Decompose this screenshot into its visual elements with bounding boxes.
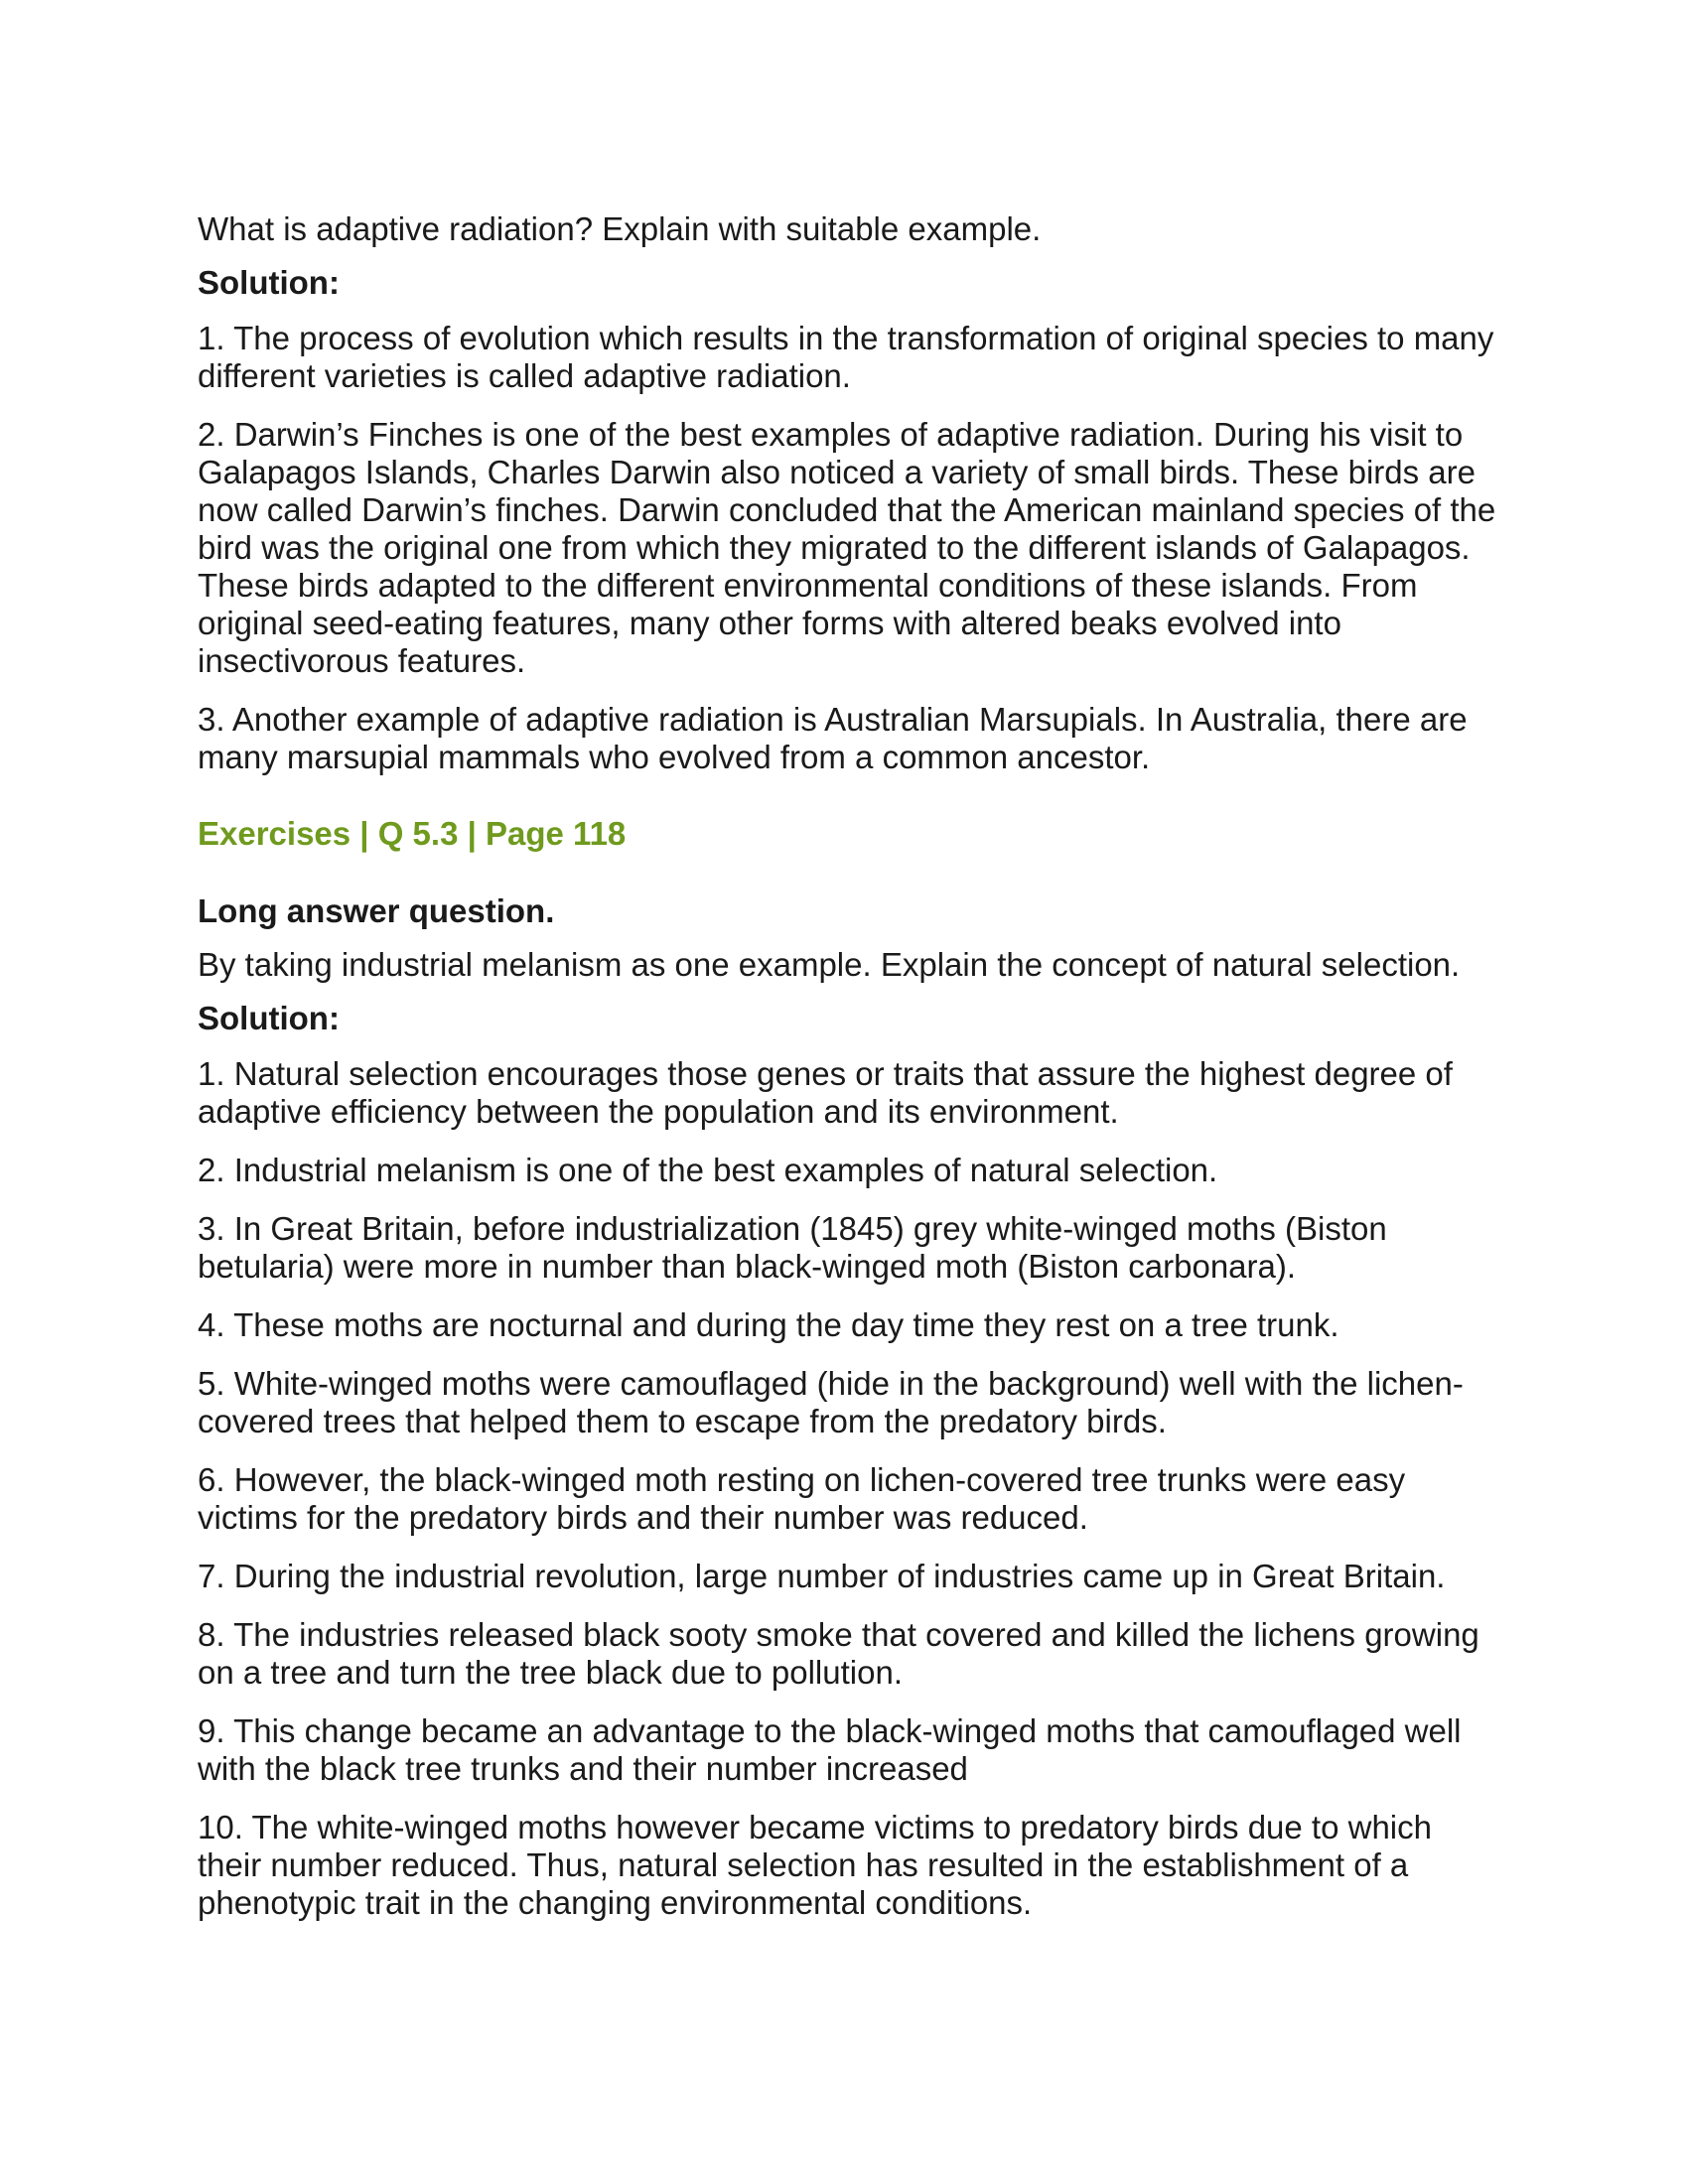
answer-point: 2. Darwin’s Finches is one of the best examples of adaptive radiation. During his visit to Galapagos Islands, Charles Darwin also noticed a variety of small birds. These birds are now called Darwin’s finches. Darwin concluded that the American mainland species of the bird was the original one from which they migrated to the different islands of Galapagos. These birds adapted to the different environmental conditions of these islands. From original seed-eating features, many other forms with altered beaks evolved into insectivorous features. — [198, 416, 1496, 679]
exercise-heading: Exercises | Q 5.3 | Page 118 — [198, 815, 627, 852]
answer-point: 3. In Great Britain, before industrialization (1845) grey white-winged moths (Biston betularia) were more in number than black-winged moth (Biston carbonara). — [198, 1210, 1387, 1285]
solution-label: Solution: — [198, 264, 340, 301]
question-type-label: Long answer question. — [198, 892, 555, 929]
answer-point: 5. White-winged moths were camouflaged (hide in the background) well with the lichen-covered trees that helped them to escape from the predatory birds. — [198, 1365, 1464, 1439]
answer-point: 8. The industries released black sooty smoke that covered and killed the lichens growing on a tree and turn the tree black due to pollution. — [198, 1616, 1479, 1691]
question-natural-selection: By taking industrial melanism as one example. Explain the concept of natural selection. — [198, 946, 1461, 983]
answer-point: 6. However, the black-winged moth resting on lichen-covered tree trunks were easy victims for the predatory birds and their number was reduced. — [198, 1461, 1406, 1536]
answer-point: 10. The white-winged moths however became victims to predatory birds due to which their number reduced. Thus, natural selection has resulted in the establishment of a phenotypic trait in the changing environmental conditions. — [198, 1809, 1432, 1921]
question-adaptive-radiation: What is adaptive radiation? Explain with suitable example. — [198, 210, 1042, 247]
answer-point: 9. This change became an advantage to the black-winged moths that camouflaged well with the black tree trunks and their number increased — [198, 1712, 1462, 1787]
solution-label: Solution: — [198, 1000, 340, 1036]
answer-point: 1. The process of evolution which results in the transformation of original species to many different varieties is called adaptive radiation. — [198, 320, 1494, 394]
answer-point: 3. Another example of adaptive radiation is Australian Marsupials. In Australia, there are many marsupial mammals who evolved from a common ancestor. — [198, 701, 1468, 775]
document-page — [198, 210, 1498, 1943]
answer-point: 1. Natural selection encourages those genes or traits that assure the highest degree of adaptive efficiency between the population and its environment. — [198, 1055, 1453, 1130]
answer-point: 2. Industrial melanism is one of the best examples of natural selection. — [198, 1152, 1218, 1188]
answer-point: 7. During the industrial revolution, large number of industries came up in Great Britain. — [198, 1558, 1446, 1594]
answer-point: 4. These moths are nocturnal and during the day time they rest on a tree trunk. — [198, 1306, 1339, 1343]
